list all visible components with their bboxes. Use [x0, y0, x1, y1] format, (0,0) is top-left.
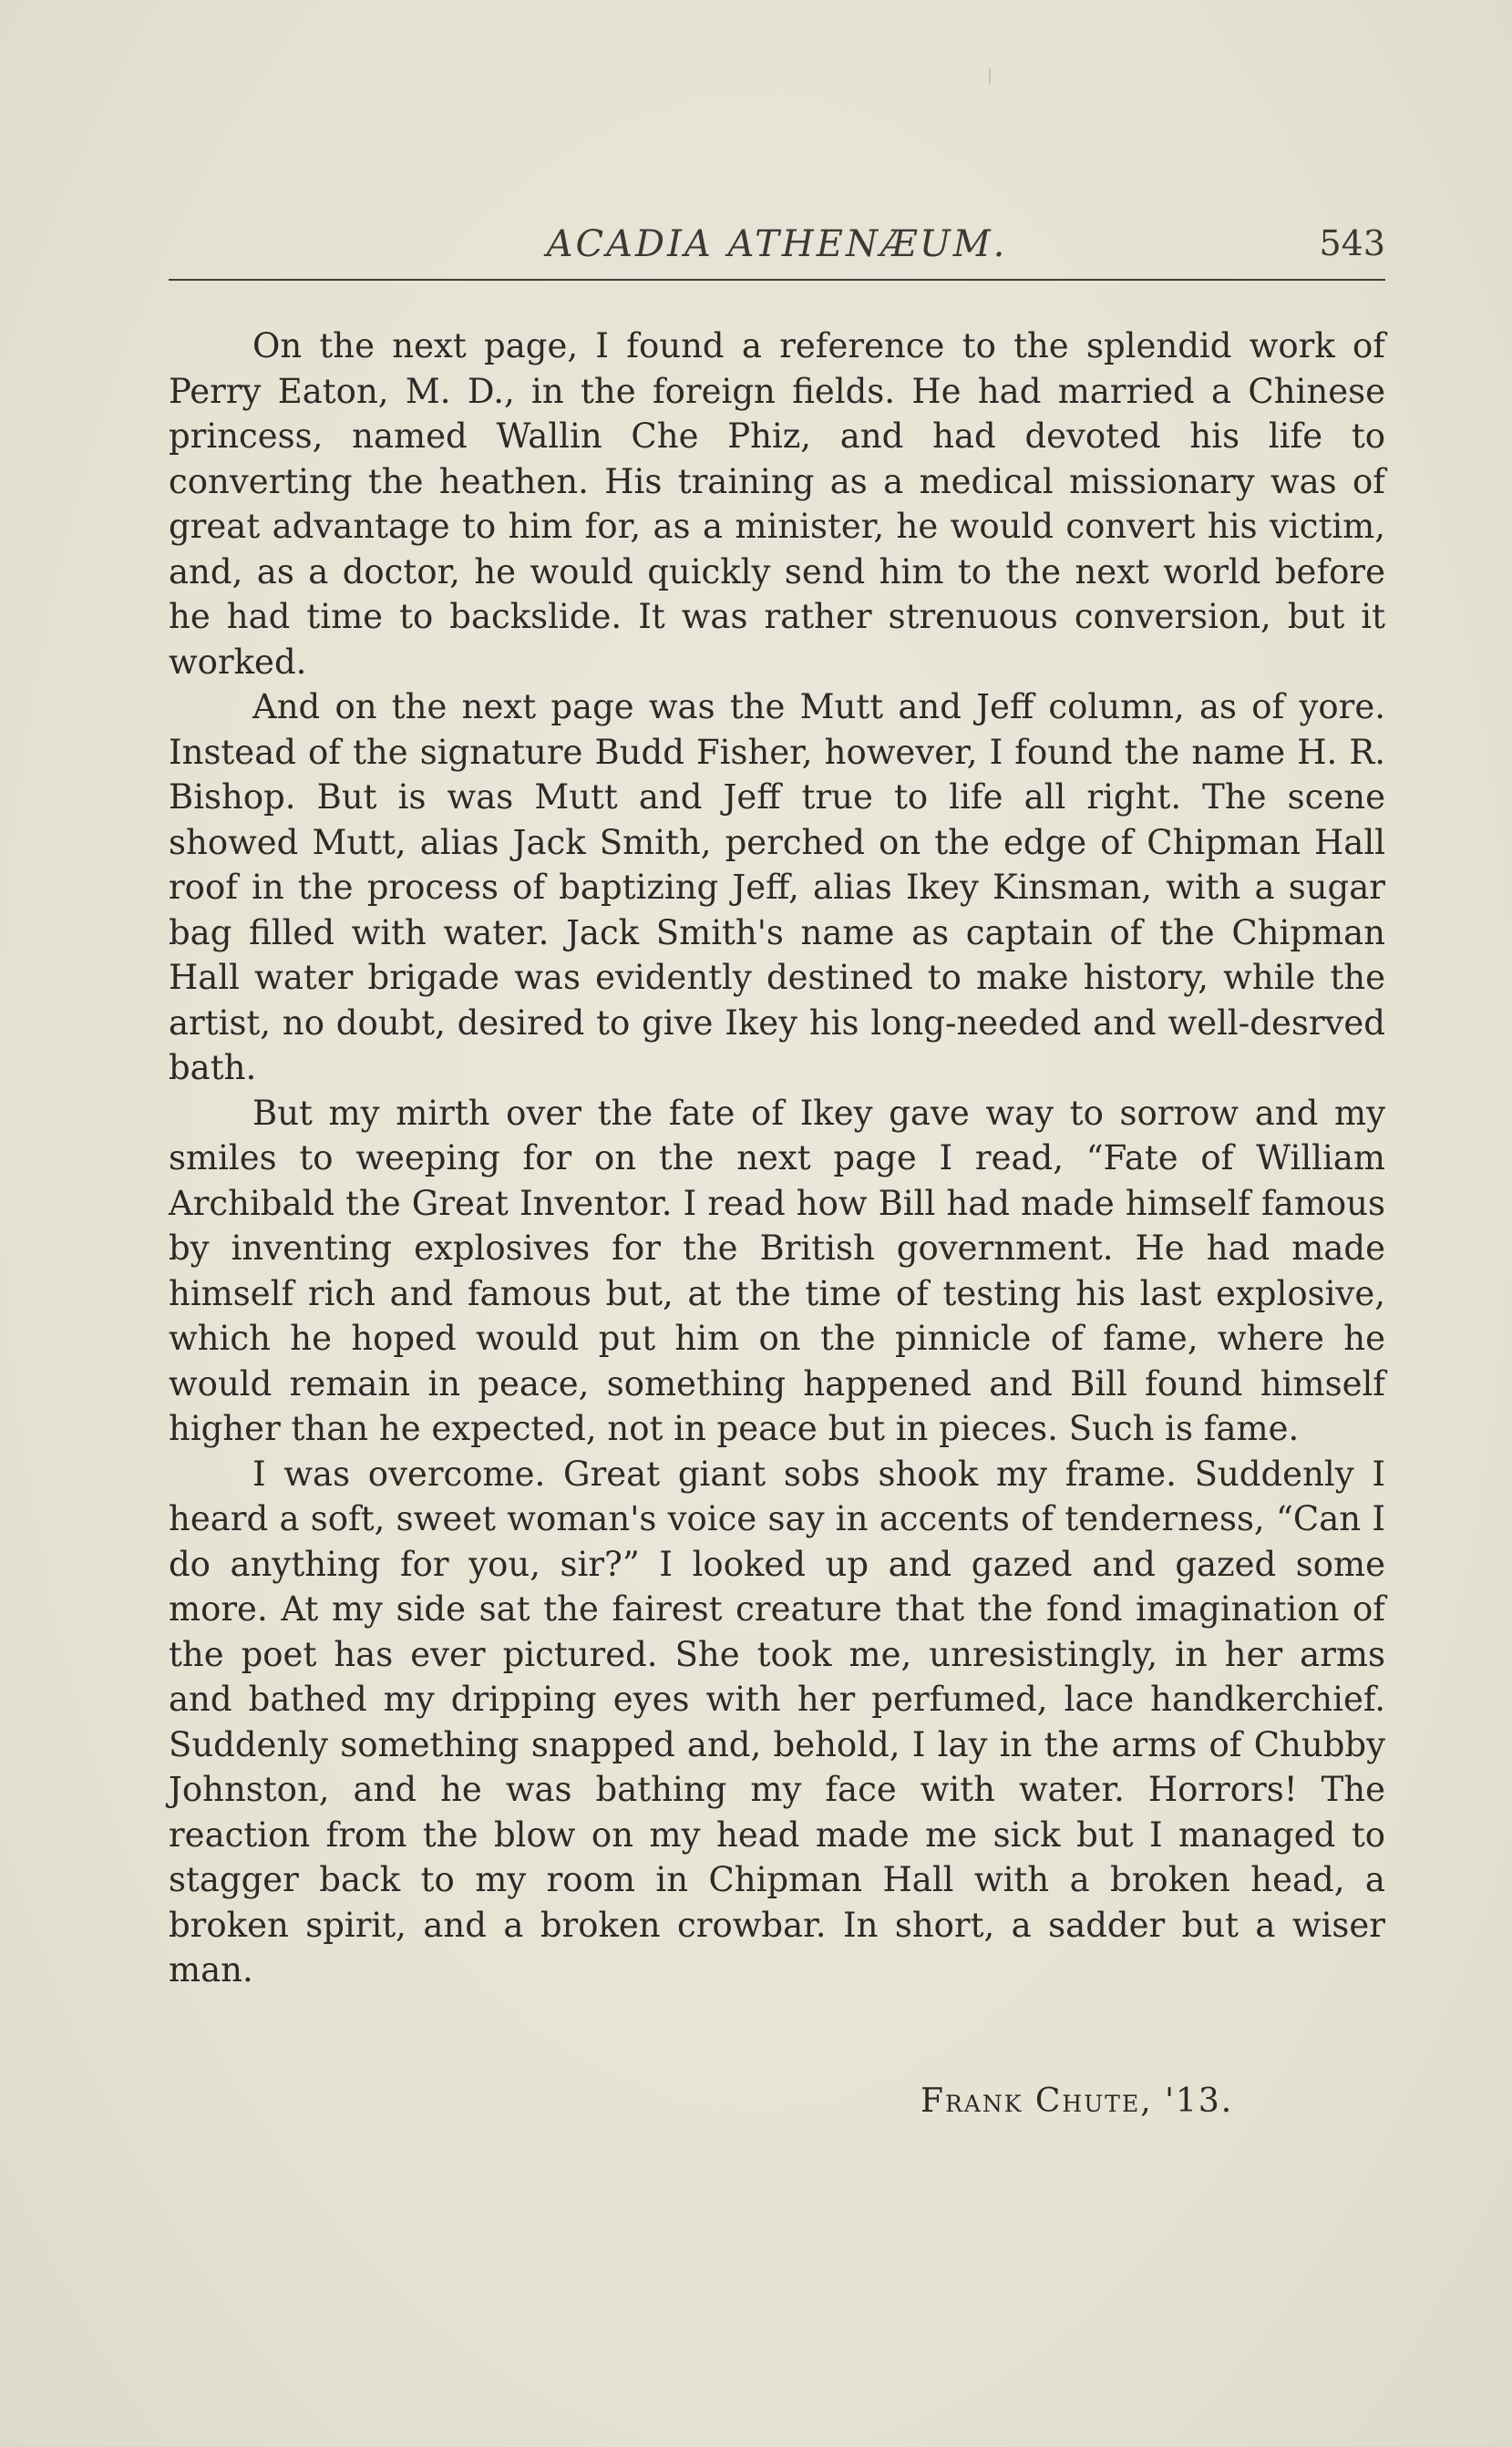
page-header — [169, 223, 1385, 278]
running-title: ACADIA ATHENÆUM. — [546, 223, 1008, 265]
page-number: 543 — [1319, 223, 1385, 263]
author-signature: Frank Chute, '13. — [921, 2082, 1234, 2120]
paragraph-3: But my mirth over the fate of Ikey gave way to sorrow and my smiles to weeping for on the next page I read, “Fate of William Archibald the Great Inventor. I read how Bill had made himself famous by inventing explosives for the British government. He had made himself rich and famous but, at the time of testing his last explosive, which he hoped would put him on the pinnicle of fame, where he would remain in peace, something happened and Bill found himself higher than he expected, not in peace but in pieces. Such is fame. — [169, 1093, 1385, 1448]
paragraph-2: And on the next page was the Mutt and Jeff column, as of yore. Instead of the signature Budd Fisher, however, I found the name H. R. Bishop. But is was Mutt and Jeff true to life all right. The scene showed Mutt, alias Jack Smith, perched on the edge of Chipman Hall roof in the process of baptizing Jeff, alias Ikey Kinsman, with a sugar bag filled with water. Jack Smith's name as captain of the Chipman Hall water brigade was evidently destined to make history, while the artist, no doubt, desired to give Ikey his long-needed and well-desrved bath. — [169, 687, 1385, 1087]
paper-mark — [989, 68, 991, 85]
paragraph-1: On the next page, I found a reference to the splendid work of Perry Eaton, M. D., in the foreign fields. He had married a Chinese princess, named Wallin Che Phiz, and had devoted his life to converting the heathen. His training as a medical missionary was of great advantage to him for, as a minister, he would convert his victim, and, as a doctor, he would quickly send him to the next world before he had time to backslide. It was rather strenuous conversion, but it worked. — [169, 326, 1385, 682]
paragraph-4: I was overcome. Great giant sobs shook my frame. Suddenly I heard a soft, sweet woman's voice say in accents of tenderness, “Can I do anything for you, sir?” I looked up and gazed and gazed some more. At my side sat the fairest creature that the fond imagination of the poet has ever pictured. She took me, unresistingly, in her arms and bathed my dripping eyes with her perfumed, lace handkerchief. Suddenly something snapped and, behold, I lay in the arms of Chubby Johnston, and he was bathing my face with water. Horrors! The reaction from the blow on my head made me sick but I managed to stagger back to my room in Chipman Hall with a broken head, a broken spirit, and a broken crowbar. In short, a sadder but a wiser man. — [169, 1454, 1385, 1989]
article-body — [169, 324, 1385, 1993]
header-rule — [169, 279, 1385, 281]
